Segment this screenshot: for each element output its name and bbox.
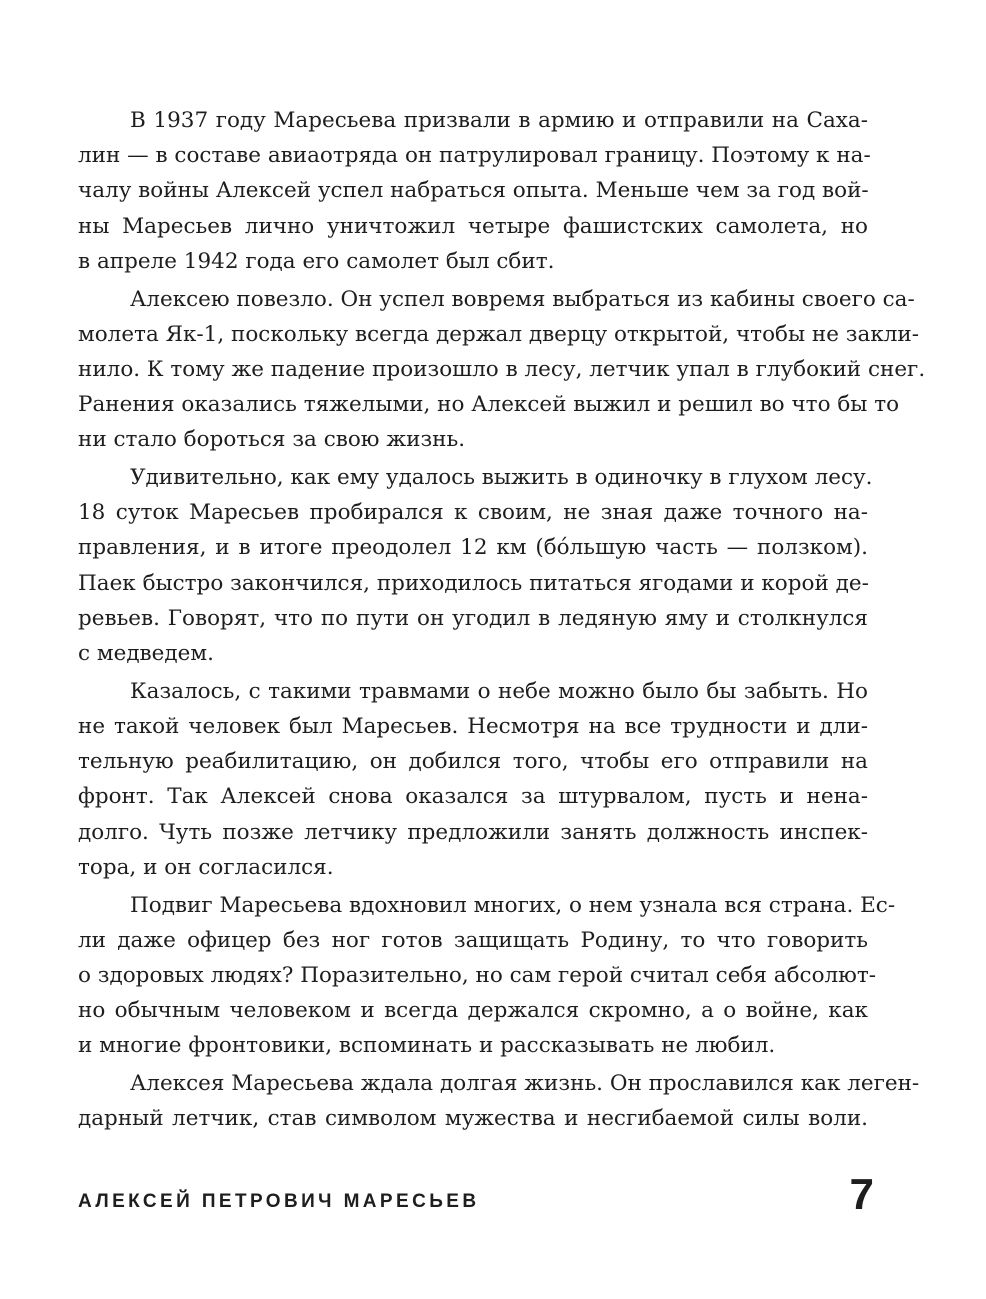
text-line: Удивительно, как ему удалось выжить в одиночку в глухом лесу. — [130, 465, 873, 491]
text-line: правления, и в итоге преодолел 12 км (бóльшую часть — ползком). — [78, 535, 868, 561]
text-line: ревьев. Говорят, что по пути он угодил в ледяную яму и столкнулся — [78, 605, 868, 631]
text-line: Паек быстро закончился, приходилось питаться ягодами и корой де- — [78, 570, 869, 596]
text-line: Ранения оказались тяжелыми, но Алексей выжил и решил во что бы то — [78, 392, 900, 418]
text-line: не такой человек был Маресьев. Несмотря на все трудности и дли- — [78, 713, 868, 739]
text-line: с медведем. — [78, 641, 214, 666]
text-line: и многие фронтовики, вспоминать и рассказывать не любил. — [78, 1033, 776, 1059]
text-line: чалу войны Алексей успел набраться опыта. Меньше чем за год вой- — [78, 178, 869, 204]
running-footer-title: АЛЕКСЕЙ ПЕТРОВИЧ МАРЕСЬЕВ — [78, 1191, 480, 1212]
text-line: ни стало бороться за свою жизнь. — [78, 427, 466, 453]
text-line: молета Як-1, поскольку всегда держал дверцу открытой, чтобы не закли- — [78, 321, 920, 347]
text-line: фронт. Так Алексей снова оказался за штурвалом, пусть и нена- — [78, 784, 868, 810]
text-line: тора, и он согласился. — [78, 854, 334, 880]
paragraph-4 — [78, 674, 868, 885]
paragraph-5 — [78, 888, 896, 1064]
paragraph-3 — [78, 460, 873, 671]
text-line: нило. К тому же падение произошло в лесу, летчик упал в глубокий снег. — [78, 356, 926, 382]
text-line: В 1937 году Маресьева призвали в армию и отправили на Саха- — [130, 108, 868, 133]
text-line: 18 суток Маресьев пробирался к своим, не зная даже точного на- — [78, 500, 868, 526]
text-line: дарный летчик, став символом мужества и несгибаемой силы воли. — [78, 1106, 868, 1132]
text-line: долго. Чуть позже летчику предложили занять должность инспек- — [78, 819, 868, 845]
text-line: но обычным человеком и всегда держался скромно, а о войне, как — [78, 998, 868, 1024]
page-number: 7 — [849, 1170, 874, 1219]
text-line: ли даже офицер без ног готов защищать Родину, то что говорить — [78, 927, 868, 953]
text-line: в апреле 1942 года его самолет был сбит. — [78, 248, 555, 274]
text-line: лин — в составе авиаотряда он патрулировал границу. Поэтому к на- — [78, 143, 871, 169]
body-text — [78, 103, 926, 1136]
paragraph-6 — [78, 1066, 920, 1136]
text-line: о здоровых людях? Поразительно, но сам герой считал себя абсолют- — [78, 962, 877, 988]
text-line: Казалось, с такими травмами о небе можно было бы забыть. Но — [130, 678, 868, 704]
text-line: Алексею повезло. Он успел вовремя выбраться из кабины своего са- — [130, 286, 915, 312]
paragraph-1 — [78, 103, 871, 279]
text-line: Подвиг Маресьева вдохновил многих, о нем узнала вся страна. Ес- — [130, 892, 896, 918]
paragraph-2 — [78, 282, 926, 458]
text-line: ны Маресьев лично уничтожил четыре фашистских самолета, но — [78, 213, 868, 239]
text-line: тельную реабилитацию, он добился того, чтобы его отправили на — [78, 749, 868, 775]
text-line: Алексея Маресьева ждала долгая жизнь. Он прославился как леген- — [130, 1071, 920, 1097]
